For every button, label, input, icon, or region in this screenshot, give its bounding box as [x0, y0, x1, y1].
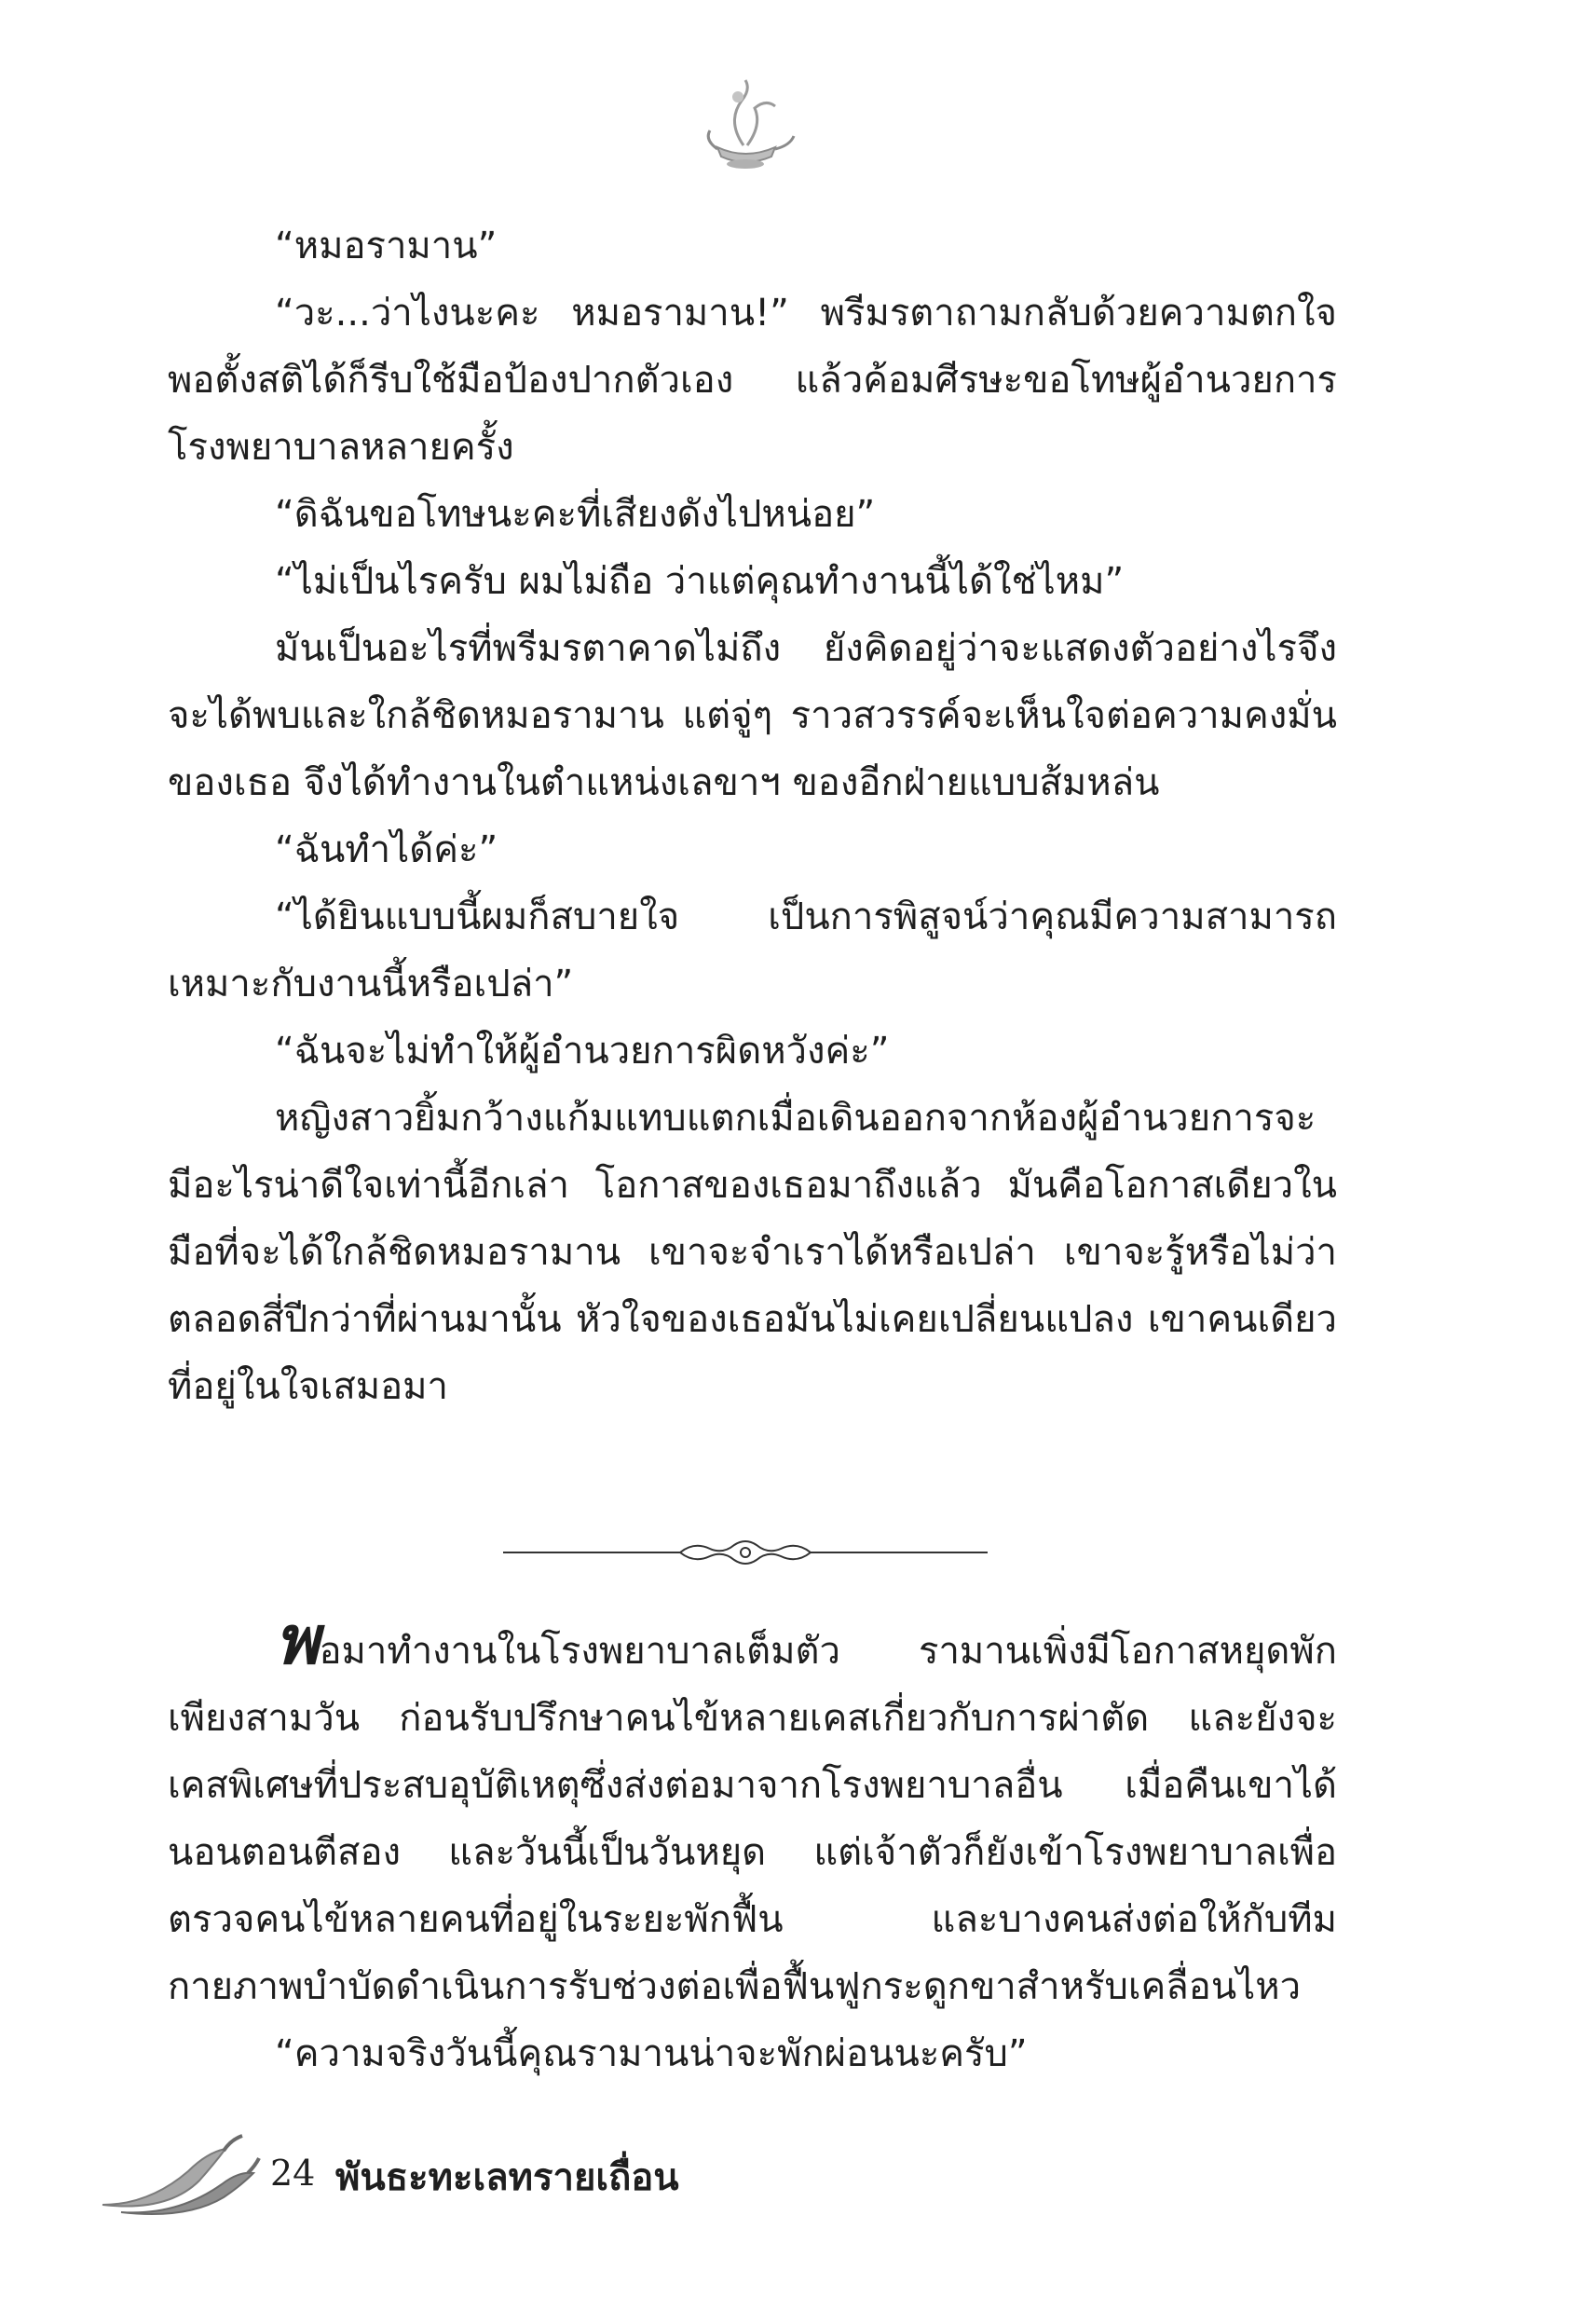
paragraph-4: “ไม่เป็นไรครับ ผมไม่ถือ ว่าแต่คุณทำงานนี้ได้ใช่ไหม”	[275, 560, 1125, 603]
book-title: พันธะทะเลทรายเถื่อน	[335, 2156, 679, 2199]
paragraph-10	[168, 1600, 1337, 2020]
section-2-text	[168, 1600, 1337, 2087]
scroll-divider-icon	[503, 1534, 988, 1571]
paragraph-3: “ดิฉันขอโทษนะคะที่เสียงดังไปหน่อย”	[275, 493, 876, 536]
paragraph-6: “ฉันทำได้ค่ะ”	[275, 828, 498, 871]
paragraph-7: “ได้ยินแบบนี้ผมก็สบายใจ เป็นการพิสูจน์ว่าคุณมีความสามารถเหมาะกับงานนี้หรือเปล่า”	[168, 896, 1337, 1005]
page-footer	[84, 2115, 736, 2218]
chili-icon	[84, 2115, 261, 2218]
lamp-ornament-icon	[689, 75, 801, 186]
paragraph-8: “ฉันจะไม่ทำให้ผู้อำนวยการผิดหวังค่ะ”	[275, 1030, 890, 1073]
paragraph-11: “ความจริงวันนี้คุณรามานน่าจะพักผ่อนนะครับ”	[275, 2032, 1028, 2075]
paragraph-1: “หมอรามาน”	[275, 225, 498, 267]
paragraph-5: มันเป็นอะไรที่พรีมรตาคาดไม่ถึง ยังคิดอยู่ว่าจะแสดงตัวอย่างไรจึงจะได้พบและใกล้ชิดหมอรามาน แต่จู่ๆ ราวสวรรค์จะเห็นใจต่อความคงมั่นของเธอ จึงได้ทำงานในตำแหน่งเลขาฯ ของอีกฝ่ายแบบส้มหล่น	[168, 627, 1337, 804]
page-number: 24	[270, 2153, 316, 2194]
paragraph-9: หญิงสาวยิ้มกว้างแก้มแทบแตกเมื่อเดินออกจากห้องผู้อำนวยการจะมีอะไรน่าดีใจเท่านี้อีกเล่า โอกาสของเธอมาถึงแล้ว มันคือโอกาสเดียวในมือที่จะได้ใกล้ชิดหมอรามาน เขาจะจำเราได้หรือเปล่า เขาจะรู้หรือไม่ว่าตลอดสี่ปีกว่าที่ผ่านมานั้น หัวใจของเธอมันไม่เคยเปลี่ยนแปลง เขาคนเดียวที่อยู่ในใจเสมอมา	[168, 1097, 1337, 1408]
paragraph-2: “วะ...ว่าไงนะคะ หมอรามาน!” พรีมรตาถามกลับด้วยความตกใจ พอตั้งสติได้ก็รีบใช้มือป้องปากตัวเอง แล้วค้อมศีรษะขอโทษผู้อำนวยการโรงพยาบาลหลายครั้ง	[168, 292, 1337, 469]
section-1-text	[168, 212, 1337, 1420]
drop-cap: พ	[275, 1600, 320, 1679]
paragraph-10-text: อมาทำงานในโรงพยาบาลเต็มตัว รามานเพิ่งมีโอกาสหยุดพักเพียงสามวัน ก่อนรับปรึกษาคนไข้หลายเคสเกี่ยวกับการผ่าตัด และยังจะเคสพิเศษที่ประสบอุบัติเหตุซึ่งส่งต่อมาจากโรงพยาบาลอื่น เมื่อคืนเขาได้นอนตอนตีสอง และวันนี้เป็นวันหยุด แต่เจ้าตัวก็ยังเข้าโรงพยาบาลเพื่อตรวจคนไข้หลายคนที่อยู่ในระยะพักฟื้น และบางคนส่งต่อให้กับทีมกายภาพบำบัดดำเนินการรับช่วงต่อเพื่อฟื้นฟูกระดูกขาสำหรับเคลื่อนไหว	[168, 1630, 1337, 2008]
